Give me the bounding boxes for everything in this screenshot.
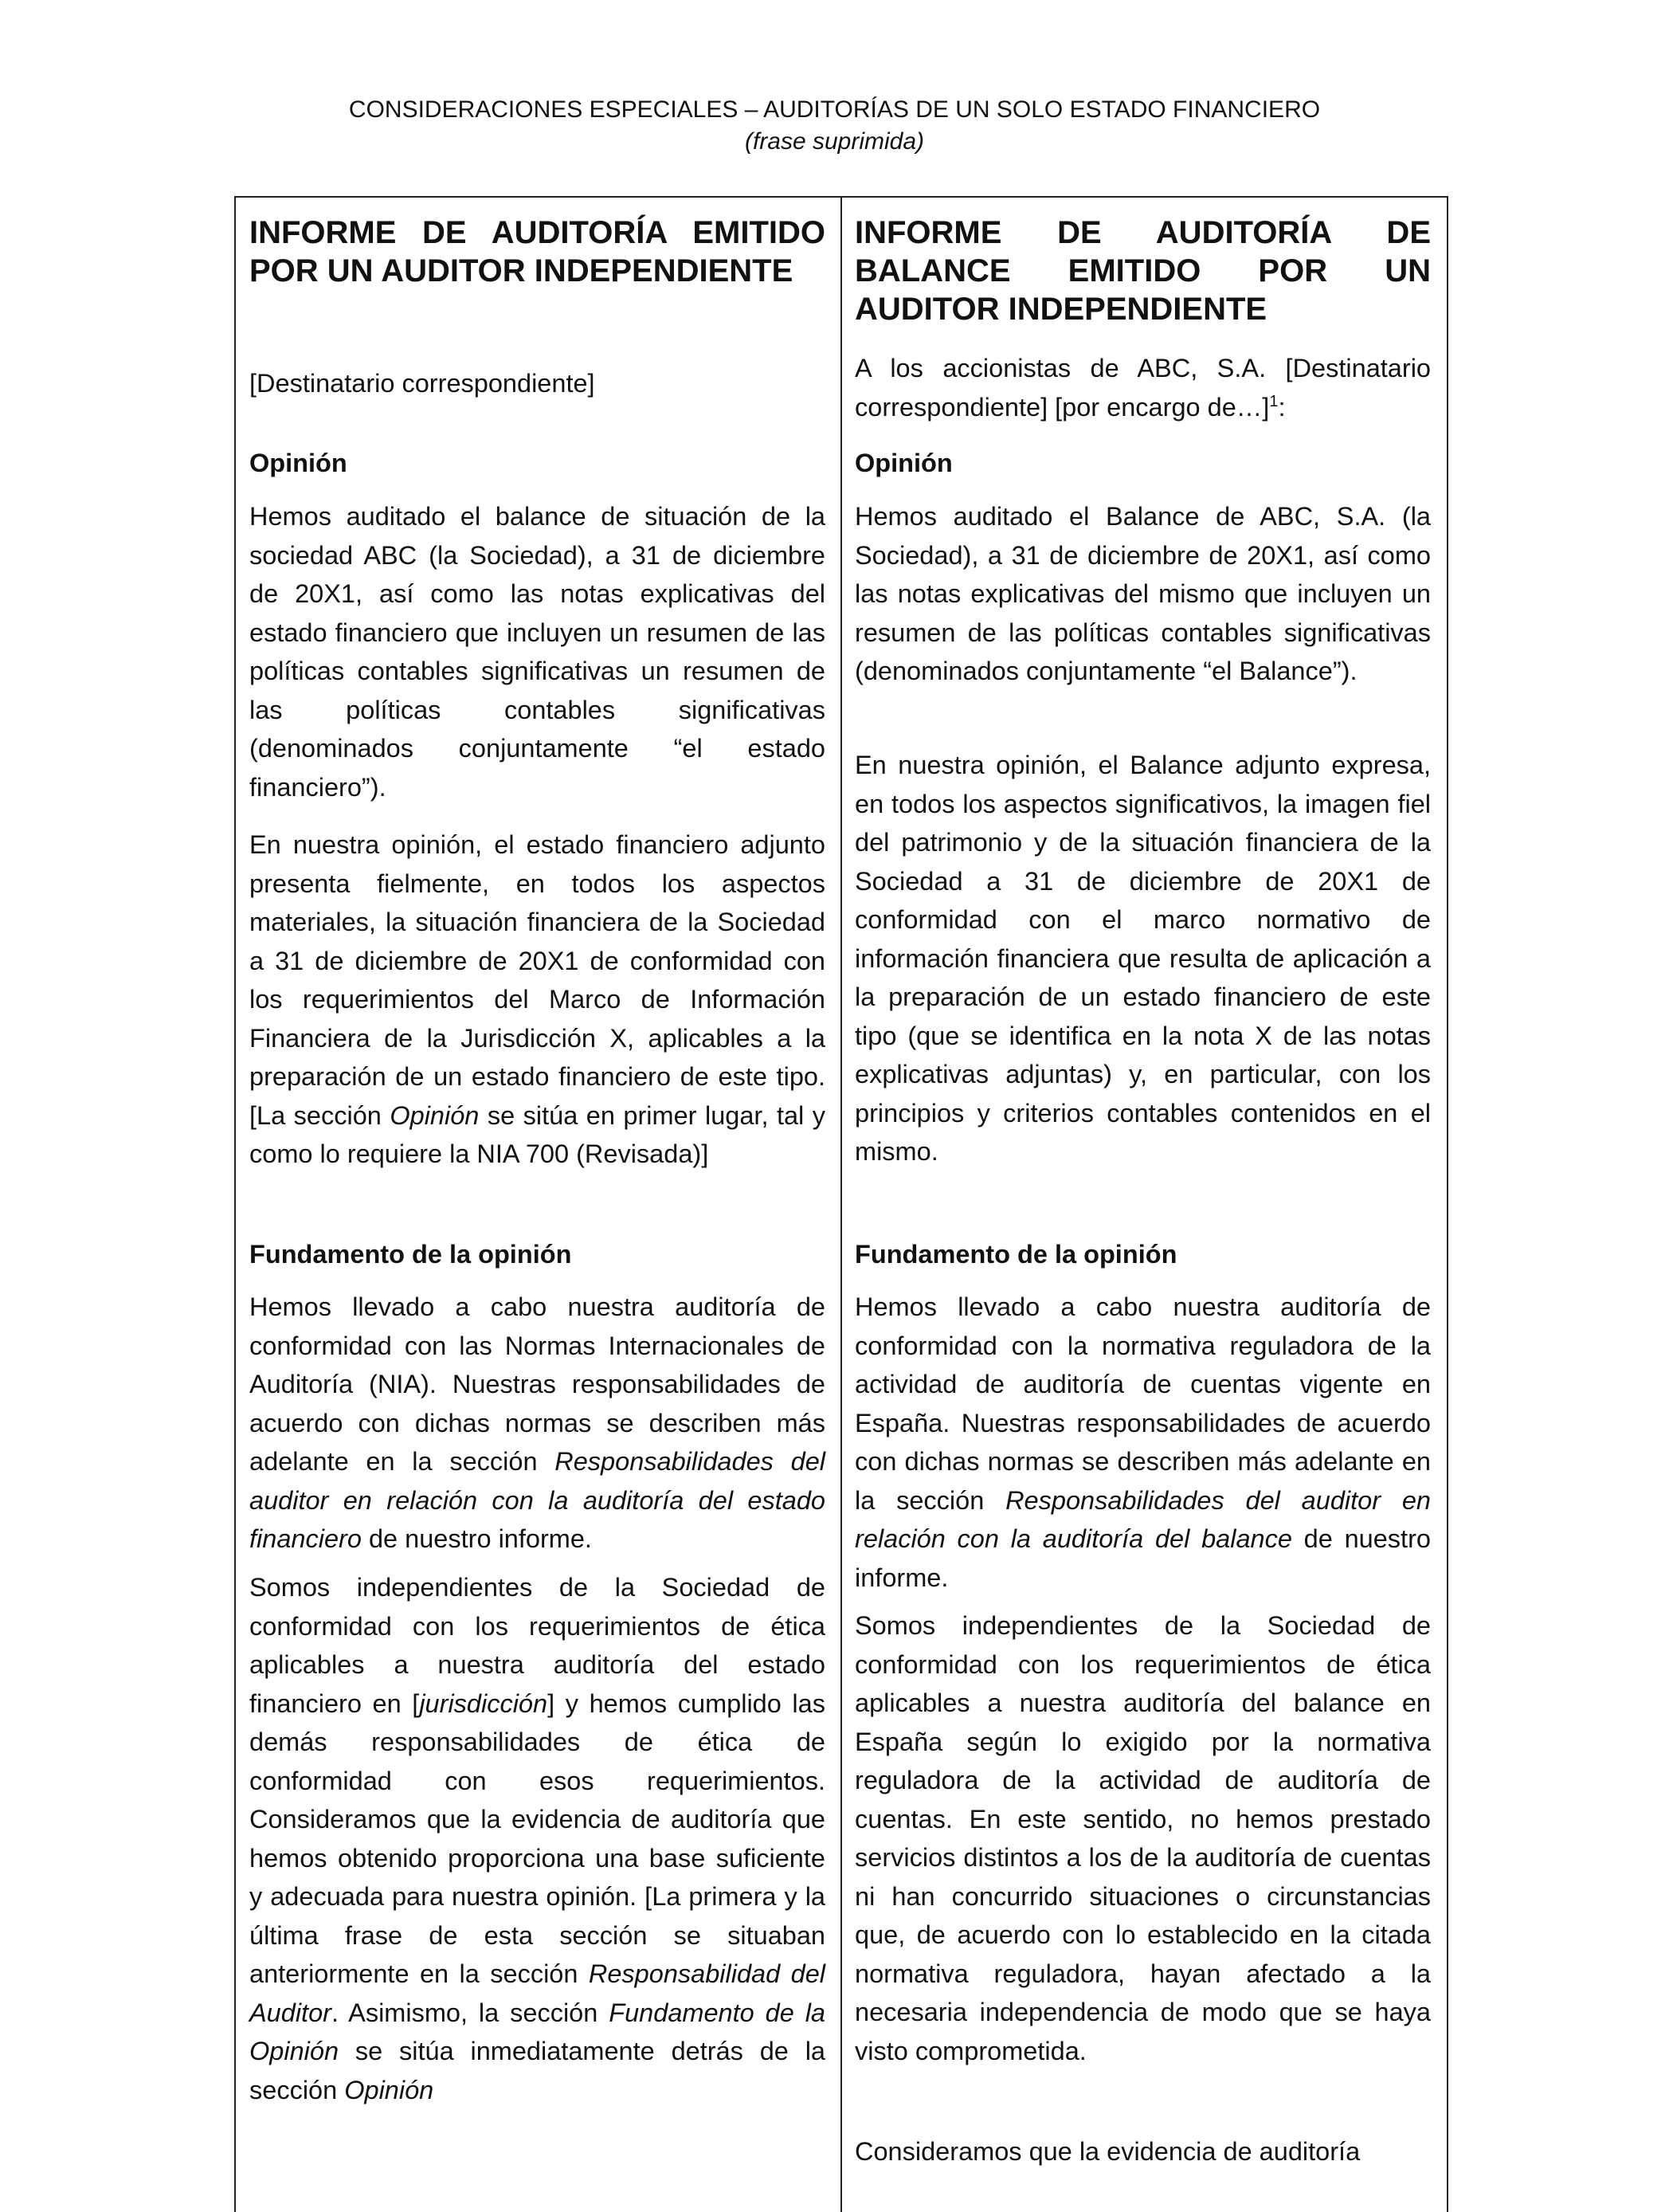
left-basis-paragraph-1: Hemos llevado a cabo nuestra auditoría de conformidad con las Normas Internacionales de Auditoría (NIA). Nuestras responsabilidades de acuerdo con dichas normas se describen más adelante en la sección Responsabilidades del auditor en relación con la auditoría del estado financiero de nuestro informe. — [249, 1292, 825, 1553]
left-report-title — [249, 214, 825, 290]
left-title-line: POR UN AUDITOR INDEPENDIENTE — [249, 253, 793, 288]
right-basis-paragraph-2: Somos independientes de la Sociedad de conformidad con los requerimientos de ética aplicables a nuestra auditoría del balance en España según lo exigido por la normativa reguladora de la actividad de auditoría de cuentas. En este sentido, no hemos prestado servicios distintos a los de la auditoría de cuentas ni han concurrido situaciones o circunstancias que, de acuerdo con lo establecido en la citada normativa reguladora, hayan afectado a la necesaria independencia de modo que se haya visto comprometida. — [855, 1611, 1431, 2065]
left-basis-heading: Fundamento de la opinión — [249, 1240, 572, 1269]
column-divider — [840, 196, 842, 2212]
left-basis-paragraph-2: Somos independientes de la Sociedad de conformidad con los requerimientos de ética aplicables a nuestra auditoría del estado financiero en [jurisdicción] y hemos cumplido las demás responsabilidades de ética de conformidad con esos requerimientos. Consideramos que la evidencia de auditoría que hemos obtenido proporciona una base suficiente y adecuada para nuestra opinión. [La primera y la última frase de esta sección se situaban anteriormente en la sección Responsabilidad del Auditor. Asimismo, la sección Fundamento de la Opinión se sitúa inmediatamente detrás de la sección Opinión — [249, 1573, 826, 2104]
left-opinion-paragraph-2: En nuestra opinión, el estado financiero adjunto presenta fielmente, en todos los aspectos materiales, la situación financiera de la Sociedad a 31 de diciembre de 20X1 de conformidad con los requerimientos del Marco de Información Financiera de la Jurisdicción X, aplicables a la preparación de un estado financiero de este tipo. [La sección Opinión se sitúa en primer lugar, tal y como lo requiere la NIA 700 (Revisada)] — [249, 830, 826, 1168]
right-opinion-paragraph-2: En nuestra opinión, el Balance adjunto expresa, en todos los aspectos significativos, la imagen fiel del patrimonio y de la situación financiera de la Sociedad a 31 de diciembre de 20X1 de conformidad con el marco normativo de información financiera que resulta de aplicación a la preparación de un estado financiero de este tipo (que se identifica en la nota X de las notas explicativas adjuntas) y, en particular, con los principios y criterios contables contenidos en el mismo. — [855, 751, 1431, 1166]
right-report-title — [855, 214, 1431, 328]
right-basis-heading: Fundamento de la opinión — [855, 1240, 1177, 1269]
left-opinion-heading: Opinión — [249, 449, 347, 477]
right-opinion-paragraph-1: Hemos auditado el Balance de ABC, S.A. (la Sociedad), a 31 de diciembre de 20X1, así como las notas explicativas del mismo que incluyen un resumen de las políticas contables significativas (denominados conjuntamente “el Balance”). — [855, 502, 1431, 685]
footnote-marker[interactable]: 1 — [1269, 392, 1279, 410]
left-title-line: INFORME DE AUDITORÍA EMITIDO — [249, 215, 825, 250]
right-basis-paragraph-3: Consideramos que la evidencia de auditoría — [855, 2137, 1361, 2166]
document-subtitle: (frase suprimida) — [744, 128, 925, 155]
right-title-line: BALANCE EMITIDO POR UN — [855, 253, 1431, 288]
right-basis-paragraph-1: Hemos llevado a cabo nuestra auditoría de conformidad con la normativa reguladora de la actividad de auditoría de cuentas vigente en España. Nuestras responsabilidades de acuerdo con dichas normas se describen más adelante en la sección Responsabilidades del auditor en relación con la auditoría del balance de nuestro informe. — [855, 1292, 1431, 1592]
right-title-line: AUDITOR INDEPENDIENTE — [855, 292, 1267, 327]
right-opinion-heading: Opinión — [855, 449, 953, 477]
right-title-line: INFORME DE AUDITORÍA DE — [855, 215, 1431, 250]
page-header — [0, 94, 1669, 158]
left-addressee: [Destinatario correspondiente] — [249, 369, 595, 398]
right-addressee: A los accionistas de ABC, S.A. [Destinatario correspondiente] [por encargo de…]$^1$: — [855, 354, 1431, 422]
left-opinion-paragraph-1: Hemos auditado el balance de situación de la sociedad ABC (la Sociedad), a 31 de diciembre de 20X1, así como las notas explicativas del estado financiero que incluyen un resumen de las políticas contables significativas un resumen de las políticas contables significativas (denominados conjuntamente “el estado financiero”). — [249, 502, 825, 802]
document-title: CONSIDERACIONES ESPECIALES – AUDITORÍAS DE UN SOLO ESTADO FINANCIERO — [348, 96, 1321, 123]
